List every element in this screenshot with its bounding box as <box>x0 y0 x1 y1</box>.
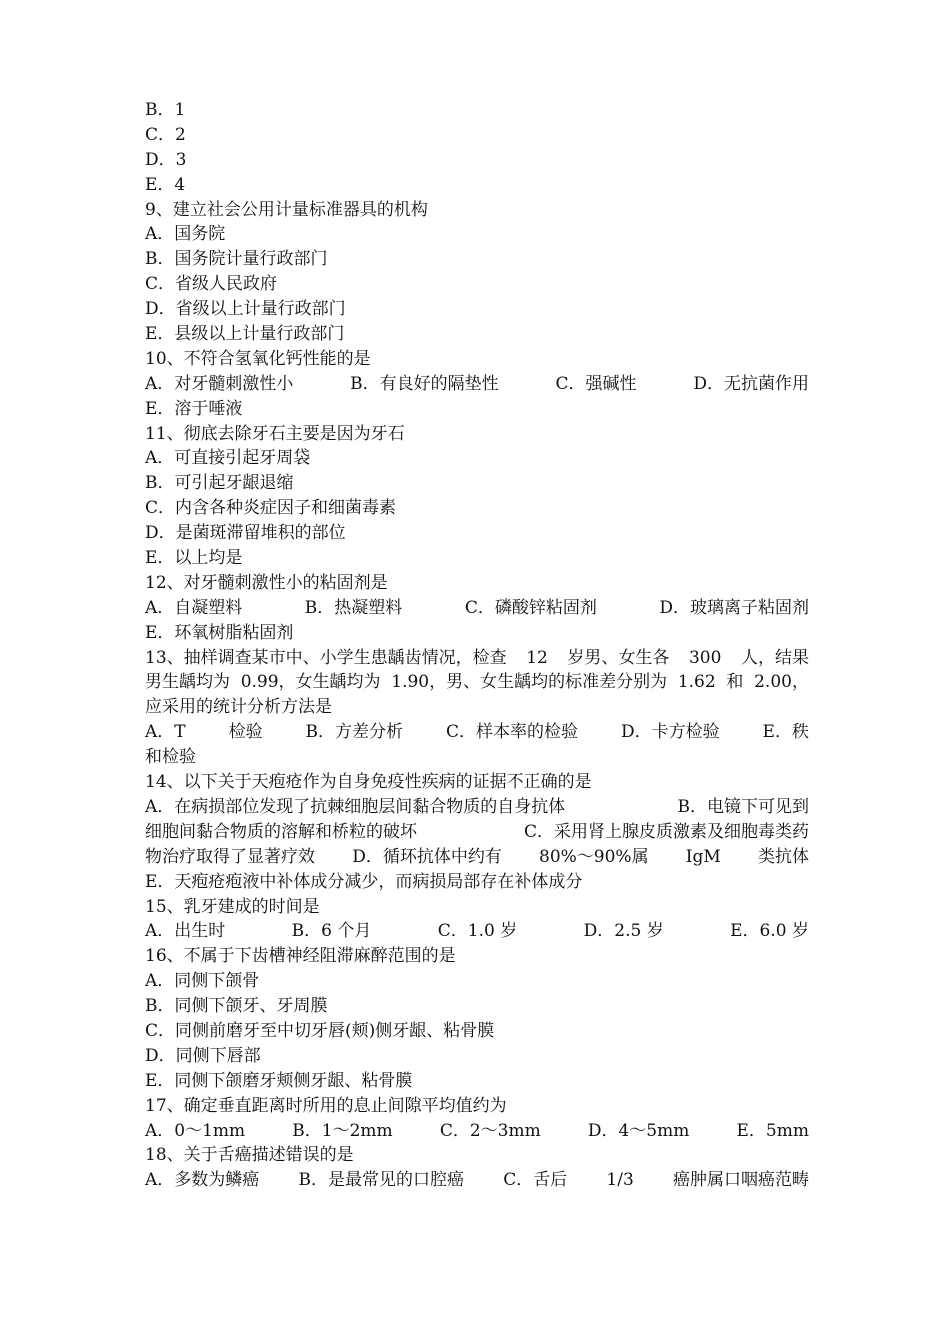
text-line <box>145 820 809 845</box>
text-segment: B．是最常见的口腔癌 <box>298 1170 464 1191</box>
text-line <box>145 845 809 870</box>
text-segment: D．4～5mm <box>587 1120 690 1141</box>
text-segment: B．热凝塑料 <box>304 597 403 618</box>
text-line: 12、对牙髓刺激性小的粘固剂是 <box>145 572 388 593</box>
text-segment: C．样本率的检验 <box>445 722 578 743</box>
text-line: B．1 <box>145 100 186 120</box>
text-line <box>145 646 809 671</box>
text-line: A．同侧下颌骨 <box>145 971 260 992</box>
text-line: 15、乳牙建成的时间是 <box>145 896 320 917</box>
text-segment: A．自凝塑料 <box>145 597 243 618</box>
text-line: 和检验 <box>145 747 196 768</box>
text-line: E．4 <box>145 174 186 195</box>
document-body <box>145 98 809 1193</box>
text-segment: 和 <box>726 672 744 693</box>
text-line: C．2 <box>145 124 186 145</box>
text-line <box>145 919 809 944</box>
text-line: 应采用的统计分析方法是 <box>145 697 332 718</box>
text-line <box>145 670 809 695</box>
text-segment: 13、抽样调查某市中、小学生患龋齿情况，检查 <box>145 647 507 668</box>
text-segment: D．玻璃离子粘固剂 <box>659 597 809 618</box>
text-segment: B．电镜下可见到 <box>677 796 809 817</box>
text-line: B．可引起牙龈退缩 <box>145 473 294 494</box>
text-segment: IgM <box>685 846 721 867</box>
text-line: E．以上均是 <box>145 548 243 569</box>
text-line <box>145 1119 809 1144</box>
text-line: 10、不符合氢氧化钙性能的是 <box>145 348 371 369</box>
text-segment: 12 <box>526 647 548 668</box>
text-segment: 人，结果 <box>740 647 809 668</box>
text-segment: C．采用肾上腺皮质激素及细胞毒类药 <box>523 821 809 842</box>
text-segment: A．多数为鳞癌 <box>145 1170 260 1191</box>
text-segment: B．方差分析 <box>305 722 404 743</box>
text-line: 16、不属于下齿槽神经阻滞麻醉范围的是 <box>145 946 456 967</box>
text-line: D．省级以上计量行政部门 <box>145 299 346 320</box>
text-segment: A．0～1mm <box>145 1120 246 1141</box>
text-segment: E．6.0 岁 <box>730 921 809 942</box>
text-segment: C．1.0 岁 <box>437 921 518 942</box>
text-line <box>145 372 809 397</box>
text-segment: 检验 <box>228 722 263 743</box>
text-line: D．3 <box>145 149 187 170</box>
text-segment: E．5mm <box>736 1120 809 1141</box>
text-line: 9、建立社会公用计量标准器具的机构 <box>145 199 428 220</box>
text-line: A．国务院 <box>145 224 226 245</box>
text-line: 14、以下关于天疱疮作为自身免疫性疾病的证据不正确的是 <box>145 772 592 793</box>
text-segment: 80%～90%属 <box>539 846 649 867</box>
text-line: 18、关于舌癌描述错误的是 <box>145 1145 354 1166</box>
text-segment: 1.62 <box>677 672 716 693</box>
text-line: B．国务院计量行政部门 <box>145 249 328 270</box>
text-line: 17、确定垂直距离时所用的息止间隙平均值约为 <box>145 1095 507 1116</box>
text-segment: 0.99，女生龋均为 <box>240 672 381 693</box>
text-segment: A．T <box>145 722 186 743</box>
text-segment: A．在病损部位发现了抗棘细胞层间黏合物质的自身抗体 <box>145 796 566 817</box>
text-segment: 细胞间黏合物质的溶解和桥粒的破坏 <box>145 821 417 842</box>
text-line: B．同侧下颌牙、牙周膜 <box>145 996 328 1017</box>
text-segment: D．循环抗体中约有 <box>352 846 502 867</box>
text-segment: 2.00， <box>754 672 809 693</box>
text-segment: 物治疗取得了显著疗效 <box>145 846 315 867</box>
text-line: E．溶于唾液 <box>145 398 243 419</box>
text-line: E．同侧下颌磨牙颊侧牙龈、粘骨膜 <box>145 1070 413 1091</box>
text-line: D．同侧下唇部 <box>145 1045 261 1066</box>
text-segment: B．有良好的隔垫性 <box>350 373 499 394</box>
text-segment: 1.90，男、女生龋均的标准差分别为 <box>391 672 668 693</box>
text-line: D．是菌斑滞留堆积的部位 <box>145 523 346 544</box>
text-line: 11、彻底去除牙石主要是因为牙石 <box>145 423 405 444</box>
text-segment: C．舌后 <box>503 1170 568 1191</box>
text-segment: A．对牙髓刺激性小 <box>145 373 294 394</box>
text-segment: D．无抗菌作用 <box>693 373 809 394</box>
text-segment: D．2.5 岁 <box>583 921 664 942</box>
text-line: E．县级以上计量行政部门 <box>145 324 345 345</box>
text-segment: C．强碱性 <box>555 373 637 394</box>
text-line <box>145 1168 809 1193</box>
text-segment: 男生龋均为 <box>145 672 230 693</box>
text-line <box>145 596 809 621</box>
text-segment: B．1～2mm <box>292 1120 393 1141</box>
text-line: C．内含各种炎症因子和细菌毒素 <box>145 498 397 519</box>
text-segment: 类抗体 <box>757 846 809 867</box>
text-line: E．天疱疮疱液中补体成分减少，而病损局部存在补体成分 <box>145 871 583 892</box>
text-segment: A．出生时 <box>145 921 226 942</box>
text-line: C．省级人民政府 <box>145 274 278 295</box>
text-line: E．环氧树脂粘固剂 <box>145 622 294 643</box>
text-line <box>145 720 809 745</box>
text-segment: 300 <box>688 647 722 668</box>
text-segment: B．6 个月 <box>291 921 372 942</box>
text-line <box>145 795 809 820</box>
text-segment: 岁男、女生各 <box>567 647 670 668</box>
text-segment: 1/3 <box>606 1170 634 1191</box>
text-segment: C．磷酸锌粘固剂 <box>464 597 597 618</box>
text-line: A．可直接引起牙周袋 <box>145 448 311 469</box>
text-segment: C．2～3mm <box>439 1120 541 1141</box>
text-segment: 癌肿属口咽癌范畴 <box>672 1170 809 1191</box>
text-segment: E．秩 <box>762 722 809 743</box>
text-segment: D．卡方检验 <box>620 722 720 743</box>
text-line: C．同侧前磨牙至中切牙唇(颊)侧牙龈、粘骨膜 <box>145 1020 495 1041</box>
